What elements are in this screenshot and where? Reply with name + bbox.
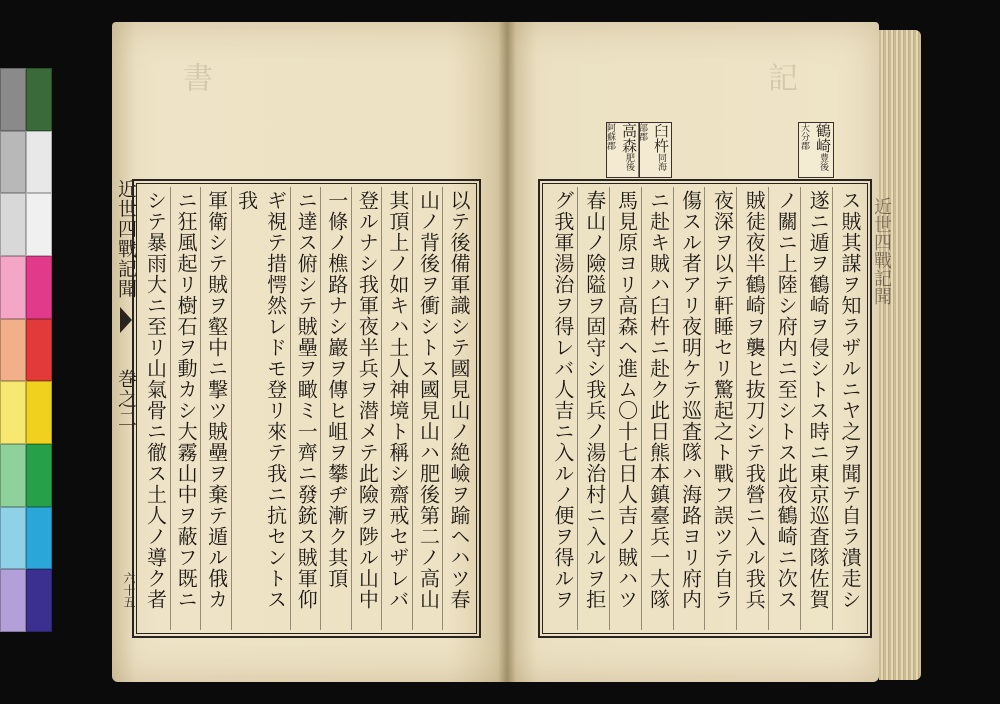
color-swatch xyxy=(0,256,26,319)
text-column: 其頂上ノ如キハ土人神境ト稱シ齋戒セザレバ xyxy=(381,187,412,630)
text-column: ニ達ス俯シテ賊壘ヲ瞰ミ一齊ニ發銃ス賊軍仰 xyxy=(290,187,321,630)
color-swatch xyxy=(26,507,52,570)
color-swatch xyxy=(0,444,26,507)
volume-label: 巻之二 xyxy=(115,369,137,429)
text-column: 山ノ背後ヲ衝シトス國見山ハ肥後第二ノ高山 xyxy=(412,187,443,630)
open-book xyxy=(112,22,922,686)
color-swatch xyxy=(26,68,52,131)
color-swatch xyxy=(26,193,52,256)
color-swatch xyxy=(0,569,26,632)
text-column: ニ赴キ賊ハ臼杵ニ赴ク此日熊本鎮臺兵一大隊 xyxy=(641,187,673,630)
text-column: 春山ノ險隘ヲ固守シ我兵ノ湯治村ニ入ルヲ拒 xyxy=(577,187,609,630)
color-swatch xyxy=(0,193,26,256)
text-column: シテ暴雨大ニ至リ山氣骨ニ徹ス土人ノ導ク者 xyxy=(143,190,168,610)
text-column: 軍衛シテ賊ヲ壑中ニ撃ツ賊壘ヲ棄テ遁ル俄カ xyxy=(200,187,231,630)
fish-tail-mark xyxy=(120,307,132,333)
place-label-takamori: 高森肥後阿蘇郡 xyxy=(606,122,640,178)
page-number: 六十五 xyxy=(122,572,136,608)
text-column: 傷スル者アリ夜明ケテ巡査隊ハ海路ヨリ府内 xyxy=(673,187,705,630)
text-column: 馬見原ヨリ高森ヘ進ム〇十七日人吉ノ賊ハツ xyxy=(609,187,641,630)
text-column: ニ狂風起リ樹石ヲ動カシ大霧山中ヲ蔽フ既ニ xyxy=(170,187,201,630)
text-column: 夜深ヲ以テ軒睡セリ驚起之ト戰フ誤ツテ自ラ xyxy=(704,187,736,630)
color-swatch xyxy=(0,381,26,444)
bleed-through-text: 書 xyxy=(177,62,212,92)
color-calibration-strip xyxy=(0,68,52,632)
bleed-through-text: 記 xyxy=(762,62,797,92)
text-column: グ我軍湯治ヲ得レバ人吉ニ入ルノ便ヲ得ルヲ xyxy=(550,190,575,610)
color-swatch xyxy=(0,68,26,131)
color-swatch xyxy=(26,444,52,507)
left-text-frame xyxy=(132,179,481,638)
color-swatch xyxy=(0,507,26,570)
color-swatch xyxy=(26,256,52,319)
book-gutter xyxy=(498,22,516,682)
text-column: ス賊其謀ヲ知ラザルニヤ之ヲ聞テ自ラ潰走シ xyxy=(832,187,864,630)
place-label-usuki: 臼杵同海部郡 xyxy=(638,122,672,178)
right-text-frame xyxy=(538,179,872,638)
color-swatch xyxy=(26,569,52,632)
color-swatch xyxy=(26,131,52,194)
text-column: ノ關ニ上陸シ府内ニ至シトス此夜鶴崎ニ次ス xyxy=(768,187,800,630)
text-column: 登ルナシ我軍夜半兵ヲ潜メテ此險ヲ陟ル山中 xyxy=(351,187,382,630)
color-swatch xyxy=(26,381,52,444)
text-column: 賊徒夜半鶴崎ヲ襲ヒ抜刀シテ我營ニ入ル我兵 xyxy=(736,187,768,630)
running-header-ghost: 近世四戰記聞 xyxy=(871,197,892,305)
color-swatch xyxy=(26,319,52,382)
color-swatch xyxy=(0,319,26,382)
text-column: 遂ニ遁ヲ鶴崎ヲ侵シトス時ニ東京巡査隊佐賀 xyxy=(800,187,832,630)
text-column: 一條ノ樵路ナシ巖ヲ傳ヒ岨ヲ攀ヂ漸ク其頂 xyxy=(320,187,351,630)
text-column: ギ視テ措愕然レドモ登リ來テ我ニ抗セントス我 xyxy=(231,187,290,630)
text-column: 以テ後備軍識シテ國見山ノ絶嶮ヲ踰ヘハツ春 xyxy=(442,187,473,630)
place-label-tsurusaki: 鶴崎豊後大分郡 xyxy=(798,122,834,178)
color-swatch xyxy=(0,131,26,194)
book-title: 近世四戰記聞 xyxy=(115,179,137,299)
